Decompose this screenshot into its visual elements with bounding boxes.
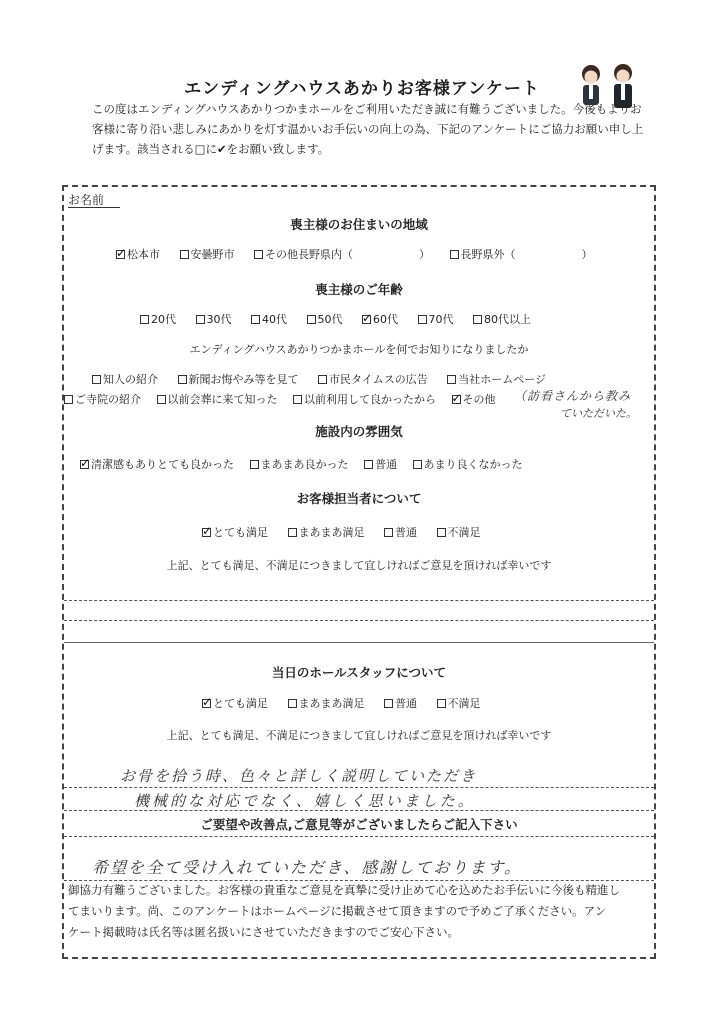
source-options-row1 xyxy=(92,371,562,387)
intro-line: 客様に寄り沿い悲しみにあかりを灯す温かいお手伝いの向上の為、下記のアンケートにご協力お願い申し上 xyxy=(92,122,644,136)
region-heading: 喪主様のお住まいの地域 xyxy=(290,217,428,232)
age-option-60s[interactable]: ✓ 60代 xyxy=(362,313,398,326)
source-heading: エンディングハウスあかりつかまホールを何でお知りになりましたか xyxy=(189,343,529,356)
staff-option-fairly-satisfied[interactable]: まあまあ満足 xyxy=(288,526,365,539)
checkbox[interactable] xyxy=(254,250,263,259)
checkbox[interactable] xyxy=(450,250,459,259)
checkbox-checked[interactable] xyxy=(116,250,125,259)
hall-option-fairly-satisfied[interactable]: まあまあ満足 xyxy=(288,697,365,710)
intro-line: この度はエンディングハウスあかりつかまホールをご利用いただき誠に有難うございました。今後もよりお xyxy=(92,102,642,116)
intro-line: げます。該当される□に✔をお願い致します。 xyxy=(92,142,330,156)
footer-line: てまいります。尚、このアンケートはホームページに掲載させて頂きますので予めご了承ください。アン xyxy=(68,904,607,918)
checkbox[interactable] xyxy=(413,460,422,469)
age-option-30s[interactable]: 30代 xyxy=(196,313,232,326)
staff-option-very-satisfied[interactable]: ✓とても満足 xyxy=(202,526,268,539)
atmosphere-option-very-good[interactable]: ✓清潔感もありとても良かった xyxy=(80,458,234,471)
section-divider xyxy=(64,642,654,643)
age-option-70s[interactable]: 70代 xyxy=(418,313,454,326)
checkbox[interactable] xyxy=(437,699,446,708)
source-option-temple[interactable]: ご寺院の紹介 xyxy=(64,393,141,406)
handwritten-hall-comment: 機械的な対応でなく、嬉しく思いました。 xyxy=(134,792,476,810)
checkbox[interactable] xyxy=(157,395,166,404)
checkbox[interactable] xyxy=(196,315,205,324)
comment-line[interactable] xyxy=(64,810,654,811)
footer-line: ケート掲載時は氏名等は匿名扱いにさせていただきますのでご安心下さい。 xyxy=(68,925,459,939)
checkbox[interactable] xyxy=(418,315,427,324)
name-label: お名前 xyxy=(68,193,105,207)
checkbox[interactable] xyxy=(384,528,393,537)
staff-option-dissatisfied[interactable]: 不満足 xyxy=(437,526,481,539)
requests-heading: ご要望や改善点,ご意見等がございましたらご記入下さい xyxy=(200,817,518,832)
checkbox-checked[interactable] xyxy=(202,528,211,537)
atmosphere-heading: 施設内の雰囲気 xyxy=(315,424,403,439)
comment-line[interactable] xyxy=(64,620,654,621)
age-options xyxy=(140,311,547,327)
checkbox[interactable] xyxy=(288,528,297,537)
age-option-40s[interactable]: 40代 xyxy=(251,313,287,326)
handwritten-other-note: ていただいた。 xyxy=(560,407,637,420)
handwritten-other-note: （訪看さんから教み xyxy=(514,389,632,403)
atmosphere-option-normal[interactable]: 普通 xyxy=(364,458,397,471)
source-option-other[interactable]: ✓ その他 xyxy=(452,393,496,406)
hall-option-dissatisfied[interactable]: 不満足 xyxy=(437,697,481,710)
checkbox-checked[interactable] xyxy=(202,699,211,708)
checkbox-checked[interactable] xyxy=(362,315,371,324)
source-option-previous-funeral[interactable]: 以前会葬に来て知った xyxy=(157,393,278,406)
region-option-matsumoto[interactable]: ✓松本市 xyxy=(116,248,160,261)
checkbox[interactable] xyxy=(384,699,393,708)
hall-option-normal[interactable]: 普通 xyxy=(384,697,417,710)
hall-staff-options xyxy=(202,695,497,711)
comment-line[interactable] xyxy=(64,600,654,601)
checkbox[interactable] xyxy=(364,460,373,469)
comment-line[interactable] xyxy=(64,836,654,837)
survey-title: エンディングハウスあかりお客様アンケート xyxy=(184,79,540,99)
name-field[interactable] xyxy=(68,207,120,208)
region-option-outside-nagano[interactable]: 長野県外（ ） xyxy=(450,248,593,261)
source-option-newspaper[interactable]: 新聞お悔やみ等を見て xyxy=(178,373,299,386)
age-option-80s-plus[interactable]: 80代以上 xyxy=(473,313,531,326)
checkbox[interactable] xyxy=(140,315,149,324)
source-option-homepage[interactable]: 当社ホームページ xyxy=(447,373,546,386)
checkbox-checked[interactable] xyxy=(452,395,461,404)
source-option-previous-use[interactable]: 以前利用して良かったから xyxy=(293,393,436,406)
source-option-times-ad[interactable]: 市民タイムスの広告 xyxy=(318,373,428,386)
checkbox[interactable] xyxy=(250,460,259,469)
checkbox[interactable] xyxy=(437,528,446,537)
staff-in-charge-heading: お客様担当者について xyxy=(296,491,422,506)
handwritten-requests-comment: 希望を全て受け入れていただき、感謝しております。 xyxy=(92,858,523,877)
hall-option-very-satisfied[interactable]: ✓とても満足 xyxy=(202,697,268,710)
staff-in-charge-prompt: 上記、とても満足、不満足につきまして宜しければご意見を頂ければ幸いです xyxy=(166,559,552,572)
comment-line[interactable] xyxy=(64,787,654,788)
age-heading: 喪主様のご年齢 xyxy=(315,282,403,297)
region-options xyxy=(116,246,609,262)
age-option-50s[interactable]: 50代 xyxy=(307,313,343,326)
age-option-20s[interactable]: 20代 xyxy=(140,313,176,326)
checkbox[interactable] xyxy=(288,699,297,708)
hall-staff-prompt: 上記、とても満足、不満足につきまして宜しければご意見を頂ければ幸いです xyxy=(166,729,552,742)
checkbox-checked[interactable] xyxy=(80,460,89,469)
checkbox[interactable] xyxy=(178,375,187,384)
staff-option-normal[interactable]: 普通 xyxy=(384,526,417,539)
region-option-nagano-other[interactable]: その他長野県内（ ） xyxy=(254,248,430,261)
checkbox[interactable] xyxy=(447,375,456,384)
checkbox[interactable] xyxy=(92,375,101,384)
handwritten-hall-comment: お骨を拾う時、色々と詳しく説明していただき xyxy=(120,767,478,785)
checkbox[interactable] xyxy=(251,315,260,324)
hall-staff-heading: 当日のホールスタッフについて xyxy=(271,665,447,680)
staff-in-charge-options xyxy=(202,524,497,540)
region-option-azumino[interactable]: 安曇野市 xyxy=(180,248,235,261)
checkbox[interactable] xyxy=(180,250,189,259)
footer-line: 御協力有難うございました。お客様の貴重なご意見を真摯に受け止めて心を込めたお手伝いに今後も精進し xyxy=(68,883,620,897)
checkbox[interactable] xyxy=(293,395,302,404)
checkbox[interactable] xyxy=(473,315,482,324)
atmosphere-options xyxy=(80,456,523,472)
checkbox[interactable] xyxy=(318,375,327,384)
source-options-row2 xyxy=(64,391,496,407)
checkbox[interactable] xyxy=(64,395,73,404)
atmosphere-option-not-good[interactable]: あまり良くなかった xyxy=(413,458,523,471)
checkbox[interactable] xyxy=(307,315,316,324)
atmosphere-option-fairly-good[interactable]: まあまあ良かった xyxy=(250,458,349,471)
source-option-acquaintance[interactable]: 知人の紹介 xyxy=(92,373,158,386)
